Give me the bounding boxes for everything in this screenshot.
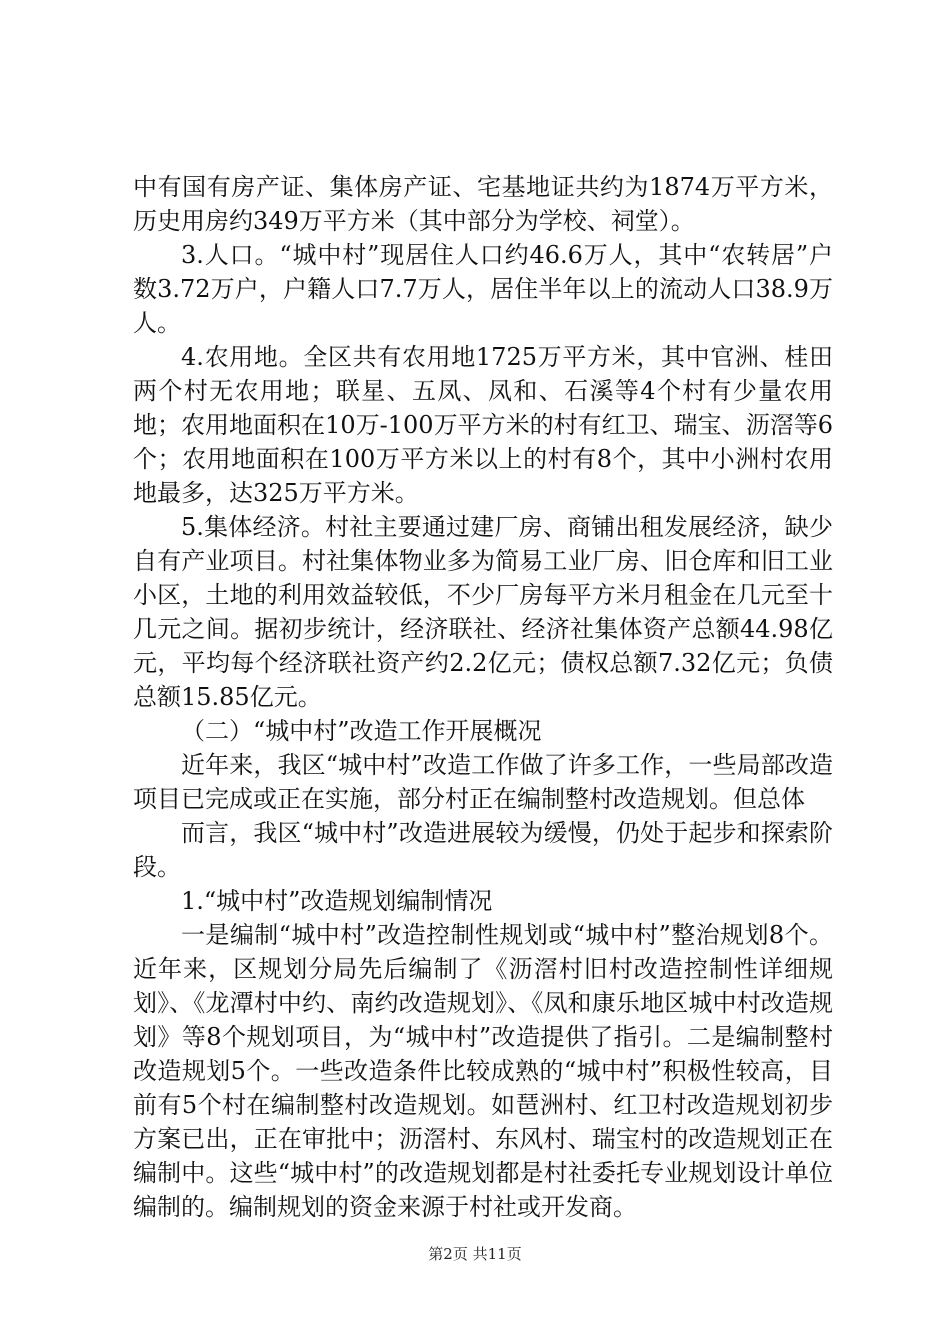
paragraph-1: 中有国有房产证、集体房产证、宅基地证共约为1874万平方米，历史用房约349万平方米（其中部分为学校、祠堂）。 (133, 173, 833, 235)
paragraph-7: 而言，我区“城中村”改造进展较为缓慢，仍处于起步和探索阶段。 (133, 819, 833, 881)
paragraph-2: 3.人口。“城中村”现居住人口约46.6万人，其中“农转居”户数3.72万户，户籍人口7.7万人，居住半年以上的流动人口38.9万人。 (133, 241, 833, 337)
document-body (133, 170, 833, 1224)
paragraph-4: 5.集体经济。村社主要通过建厂房、商铺出租发展经济，缺少自有产业项目。村社集体物业多为简易工业厂房、旧仓库和旧工业小区，土地的利用效益较低，不少厂房每平方米月租金在几元至十几元之间。据初步统计，经济联社、经济社集体资产总额44.98亿元，平均每个经济联社资产约2.2亿元；债权总额7.32亿元；负债总额15.85亿元。 (133, 513, 833, 711)
page-footer: 第2页 共11页 (428, 1245, 522, 1263)
paragraph-3: 4.农用地。全区共有农用地1725万平方米，其中官洲、桂田两个村无农用地；联星、五凤、凤和、石溪等4个村有少量农用地；农用地面积在10万-100万平方米的村有红卫、瑞宝、沥滘等6个；农用地面积在100万平方米以上的村有8个，其中小洲村农用地最多，达325万平方米。 (133, 343, 833, 507)
paragraph-9: 一是编制“城中村”改造控制性规划或“城中村”整治规划8个。近年来，区规划分局先后编制了《沥滘村旧村改造控制性详细规划》、《龙潭村中约、南约改造规划》、《凤和康乐地区城中村改造规划》等8个规划项目，为“城中村”改造提供了指引。二是编制整村改造规划5个。一些改造条件比较成熟的“城中村”积极性较高，目前有5个村在编制整村改造规划。如琶洲村、红卫村改造规划初步方案已出，正在审批中；沥滘村、东风村、瑞宝村的改造规划正在编制中。这些“城中村”的改造规划都是村社委托专业规划设计单位编制的。编制规划的资金来源于村社或开发商。 (133, 921, 833, 1221)
paragraph-6: 近年来，我区“城中村”改造工作做了许多工作，一些局部改造项目已完成或正在实施，部分村正在编制整村改造规划。但总体 (133, 751, 833, 813)
subsection-heading: 1.“城中村”改造规划编制情况 (181, 887, 493, 915)
section-heading: （二）“城中村”改造工作开展概况 (181, 717, 542, 745)
